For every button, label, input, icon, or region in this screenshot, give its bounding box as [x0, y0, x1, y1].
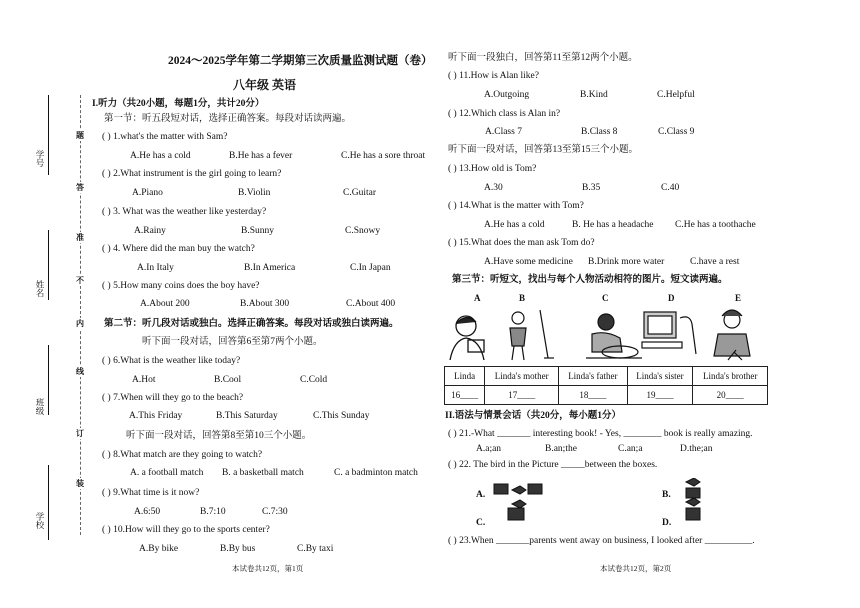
activity-pictures [446, 304, 766, 364]
option-b: B.7:10 [200, 507, 226, 517]
seal-char: 准 [76, 233, 84, 242]
part1-instruction: 第一节：听五段短对话，选择正确答案。每段对话读两遍。 [104, 114, 352, 124]
option-b: B.Drink more water [588, 257, 665, 267]
table-cell-person: Linda [445, 367, 485, 386]
table-cell-person: Linda's sister [627, 367, 693, 386]
seal-char: 线 [76, 367, 84, 376]
answer-blank[interactable]: 16____ [445, 386, 485, 405]
question: ( ) 8.What match are they going to watch? [102, 450, 263, 460]
question: ( ) 15.What does the man ask Tom do? [448, 238, 595, 248]
school-label: 学校 [35, 512, 45, 529]
option-c: C.This Sunday [313, 411, 370, 421]
table-cell-person: Linda's mother [485, 367, 559, 386]
girl-with-flowers-illustration [714, 310, 750, 360]
question: ( ) 4. Where did the man buy the watch? [102, 244, 255, 254]
school-line [48, 465, 49, 540]
question: ( ) 22. The bird in the Picture _____between the boxes. [448, 460, 658, 470]
picture-label: D [668, 293, 675, 303]
question: ( ) 2.What instrument is the girl going to learn? [102, 169, 282, 179]
option-d: D.the;an [680, 444, 713, 454]
question: ( ) 13.How old is Tom? [448, 164, 537, 174]
matching-table [444, 366, 768, 405]
option-c: C.About 400 [346, 299, 396, 309]
intro-13-15: 听下面一段对话，回答第13至第15三个小题。 [448, 145, 639, 155]
option-b: B.Kind [580, 90, 608, 100]
picture-label: E [735, 293, 742, 303]
option-c: C. [476, 518, 486, 528]
intro-6-7: 听下面一段对话，回答第6至第7两个小题。 [142, 337, 323, 347]
table-cell-person: Linda's brother [693, 367, 768, 386]
option-c: C.Cold [300, 375, 328, 385]
answer-blank[interactable]: 18____ [559, 386, 627, 405]
option-d-picture [686, 498, 700, 520]
exam-subtitle: 八年级 英语 [233, 78, 297, 92]
option-b: B.Violin [238, 188, 271, 198]
option-c: C.Class 9 [658, 127, 695, 137]
option-b: B.By bus [220, 544, 256, 554]
option-d: D. [662, 518, 672, 528]
option-a: A.30 [484, 183, 503, 193]
option-a: A.By bike [139, 544, 179, 554]
page-footer-2: 本试卷共12页，第2页 [600, 564, 672, 573]
option-b: B.Cool [214, 375, 242, 385]
picture-label: C [602, 293, 609, 303]
option-a: A.About 200 [140, 299, 190, 309]
person-mopping-illustration [510, 310, 554, 360]
section-listening-heading: I.听力（共20小题，每题1分，共计20分） [92, 99, 265, 109]
table-row [445, 386, 768, 405]
binding-dashed-line [80, 95, 81, 535]
option-a-picture [494, 484, 542, 494]
option-c: C.He has a toothache [675, 220, 756, 230]
option-c: C. a badminton match [334, 468, 418, 478]
question: ( ) 6.What is the weather like today? [102, 356, 241, 366]
option-a: A.Class 7 [485, 127, 522, 137]
option-b: B. a basketball match [222, 468, 304, 478]
question: ( ) 7.When will they go to the beach? [102, 393, 244, 403]
option-b: B.Sunny [241, 226, 274, 236]
option-a: A.He has a cold [484, 220, 545, 230]
seal-char: 订 [76, 429, 84, 438]
seal-char: 不 [76, 276, 84, 285]
bird-box-pictures [490, 478, 715, 528]
option-c: C.Guitar [343, 188, 376, 198]
part3-instruction: 第三节：听短文，找出与每个人物活动相符的图片。短文读两遍。 [452, 275, 728, 285]
answer-blank[interactable]: 20____ [693, 386, 768, 405]
question: ( ) 3. What was the weather like yesterday? [102, 207, 267, 217]
section-grammar-heading: II.语法与情景会话（共20分，每小题1分） [445, 411, 622, 421]
option-a: A.In Italy [137, 263, 174, 273]
option-a: A.Piano [132, 188, 163, 198]
girl-washing-clothes-illustration [586, 314, 642, 358]
seal-char: 装 [76, 479, 84, 488]
question: ( ) 10.How will they go to the sports center? [102, 525, 270, 535]
question: ( ) 23.When _______parents went away on business, I looked after __________. [448, 536, 755, 546]
option-b: B. [662, 490, 671, 500]
option-b: B.This Saturday [216, 411, 278, 421]
class-label: 班级 [35, 398, 45, 415]
option-a: A.6:50 [134, 507, 161, 517]
intro-8-10: 听下面一段对话，回答第8至第10三个小题。 [126, 431, 312, 441]
option-a: A.Rainy [134, 226, 166, 236]
option-b: B.35 [582, 183, 601, 193]
option-a: A. a football match [130, 468, 204, 478]
picture-label: B [519, 293, 526, 303]
option-b: B.Class 8 [581, 127, 618, 137]
option-a: A.a;an [476, 444, 502, 454]
name-line [48, 230, 49, 300]
name-label: 姓名 [35, 280, 45, 297]
seal-char: 题 [76, 131, 84, 140]
student-id-line [48, 95, 49, 175]
option-c: C.Helpful [657, 90, 695, 100]
table-cell-person: Linda's father [559, 367, 627, 386]
option-b: B.He has a fever [229, 151, 293, 161]
option-b: B.In America [244, 263, 296, 273]
seal-char: 答 [76, 183, 84, 192]
option-c: C.40 [661, 183, 680, 193]
option-c: C.Snowy [345, 226, 381, 236]
question: ( ) 9.What time is it now? [102, 488, 200, 498]
option-b-picture [686, 478, 700, 498]
option-c: C.In Japan [350, 263, 391, 273]
picture-label: A [474, 293, 481, 303]
table-row [445, 367, 768, 386]
option-c: C.7:30 [262, 507, 288, 517]
page-footer-1: 本试卷共12页，第1页 [232, 564, 304, 573]
intro-11-12: 听下面一段独白，回答第11至第12两个小题。 [448, 53, 638, 63]
option-c-picture [508, 500, 526, 520]
question: ( ) 21.-What _______ interesting book! - Yes, ________ book is really amazing. [448, 429, 753, 439]
student-id-label: 学号 [35, 150, 45, 167]
option-a: A.Hot [132, 375, 156, 385]
answer-blank[interactable]: 19____ [627, 386, 693, 405]
seal-char: 内 [76, 319, 84, 328]
option-a: A.He has a cold [130, 151, 191, 161]
question: ( ) 5.How many coins does the boy have? [102, 281, 260, 291]
exam-title: 2024～2025学年第二学期第三次质量监测试题（卷） [168, 55, 433, 67]
part2-instruction: 第二节：听几段对话或独白。选择正确答案。每段对话或独白读两遍。 [104, 319, 399, 329]
option-c: C.By taxi [297, 544, 334, 554]
option-c: C.He has a sore throat [341, 151, 426, 161]
question: ( ) 1.what's the matter with Sam? [102, 132, 228, 142]
option-b: B. He has a headache [572, 220, 654, 230]
boy-reading-illustration [450, 316, 484, 360]
answer-blank[interactable]: 17____ [485, 386, 559, 405]
question: ( ) 12.Which class is Alan in? [448, 109, 561, 119]
computer-illustration [642, 312, 696, 354]
option-b: B.About 300 [240, 299, 290, 309]
question: ( ) 11.How is Alan like? [448, 71, 539, 81]
question: ( ) 14.What is the matter with Tom? [448, 201, 584, 211]
option-a: A.Outgoing [484, 90, 530, 100]
class-line [48, 345, 49, 415]
option-a: A.Have some medicine [484, 257, 573, 267]
option-a: A.This Friday [129, 411, 183, 421]
option-a: A. [476, 490, 486, 500]
option-c: C.an;a [618, 444, 643, 454]
option-c: C.have a rest [690, 257, 740, 267]
option-b: B.an;the [545, 444, 577, 454]
